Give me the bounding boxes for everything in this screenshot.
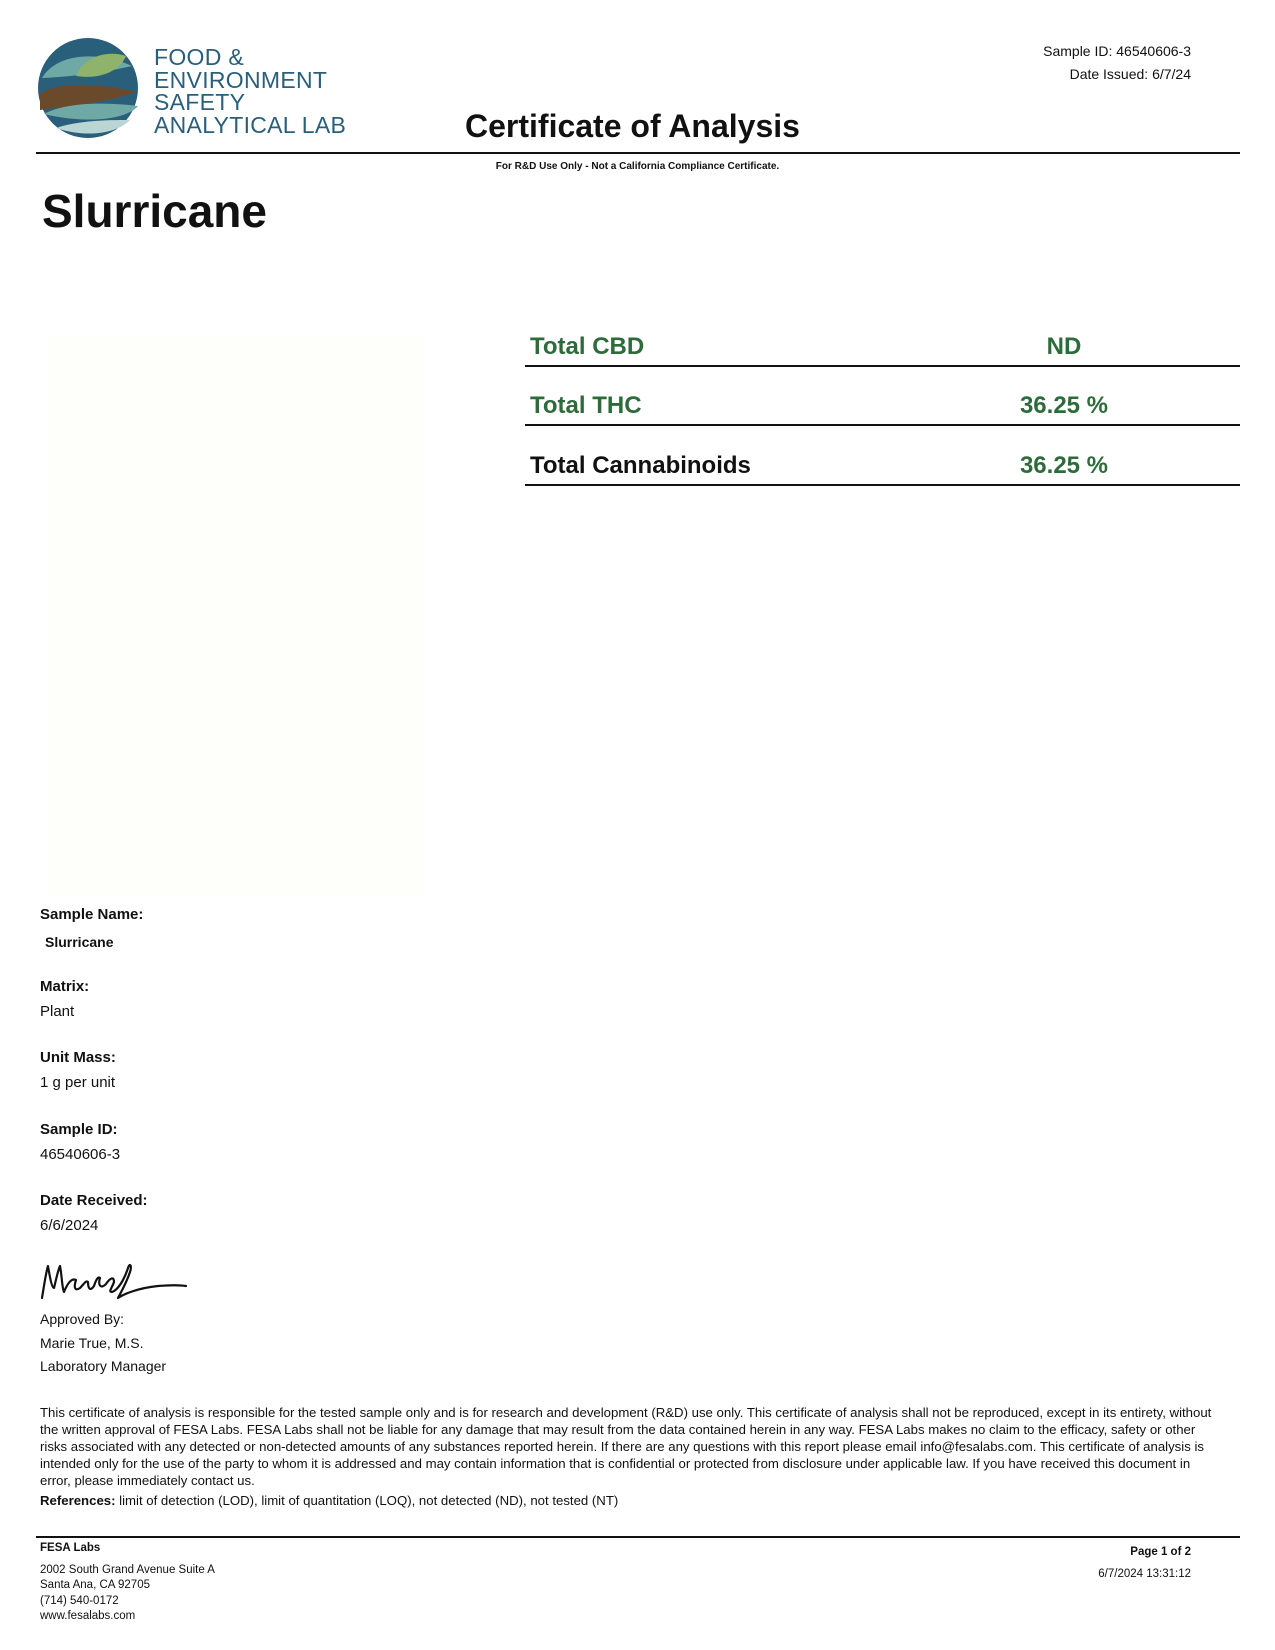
footer-divider [36, 1536, 1240, 1538]
sample-id-label: Sample ID: [40, 1121, 118, 1138]
matrix-label: Matrix: [40, 978, 90, 995]
total-cannabinoids-value: 36.25 % [1019, 452, 1109, 479]
total-thc-value: 36.25 % [1019, 392, 1109, 419]
logo-line: ENVIRONMENT [154, 66, 328, 93]
total-thc-row [525, 367, 1240, 426]
approver-name: Marie True, M.S. [40, 1335, 144, 1351]
sample-id-value: 46540606-3 [40, 1146, 121, 1163]
header-date-issued: Date Issued: 6/7/24 [1069, 66, 1191, 82]
total-cbd-row [525, 308, 1240, 367]
footer-page-number: Page 1 of 2 [1130, 1546, 1191, 1558]
approver-role: Laboratory Manager [40, 1358, 167, 1374]
sample-heading: Slurricane [42, 185, 267, 237]
sample-photo [48, 335, 424, 897]
references-label: References: [40, 1493, 116, 1508]
footer-company: FESA Labs [40, 1542, 101, 1554]
unit-mass-value: 1 g per unit [40, 1074, 116, 1091]
logo-line: ANALYTICAL LAB [154, 111, 347, 138]
footer-page-info [1098, 1541, 1191, 1585]
header-sample-id: Sample ID: 46540606-3 [1043, 43, 1191, 59]
references [40, 1493, 618, 1508]
certificate-note: For R&D Use Only - Not a California Compliance Certificate. [495, 161, 780, 172]
signature [38, 1258, 188, 1304]
footer-address-block [40, 1541, 215, 1625]
certificate-title: Certificate of Analysis [465, 108, 800, 144]
date-received-label: Date Received: [40, 1192, 148, 1209]
disclaimer-text: This certificate of analysis is responsible for the tested sample only and is for research and development (R&D) use only. This certificate of analysis shall not be reproduced, except in its entirety, without the written approval of FESA Labs. FESA Labs shall not be liable for any damage that may result from the data contained herein in any way. FESA Labs makes no claim to the efficacy, safety or other risks associated with any detected or non-detected amounts of any substances reported herein. If there are any questions with this report please email info@fesalabs.com. This certificate of analysis is intended only for the use of the party to whom it is addressed and may contain information that is confidential or protected from disclosure under applicable law. If you have received this document in error, please immediately contact us. [40, 1405, 1212, 1488]
header-meta [1043, 40, 1191, 86]
total-cbd-value: ND [1046, 333, 1082, 360]
unit-mass-label: Unit Mass: [40, 1049, 116, 1066]
sample-name-value: Slurricane [45, 934, 114, 950]
logo-emblem-icon [38, 38, 138, 138]
footer-address-line2: Santa Ana, CA 92705 [40, 1579, 150, 1591]
logo-line: FOOD & [154, 44, 244, 70]
footer-website[interactable]: www.fesalabs.com [40, 1610, 136, 1622]
footer-phone: (714) 540-0172 [40, 1594, 119, 1607]
total-thc-label: Total THC [530, 392, 642, 419]
footer-address-line1: 2002 South Grand Avenue Suite A [40, 1563, 215, 1576]
total-cannabinoids-row [525, 427, 1240, 486]
matrix-value: Plant [40, 1003, 75, 1020]
header-divider [36, 152, 1240, 154]
total-cbd-label: Total CBD [530, 333, 645, 360]
footer-timestamp: 6/7/2024 13:31:12 [1098, 1568, 1191, 1580]
references-text: limit of detection (LOD), limit of quantitation (LOQ), not detected (ND), not tested (NT) [115, 1493, 619, 1508]
logo-wordmark [154, 46, 346, 136]
total-cannabinoids-label: Total Cannabinoids [530, 452, 751, 479]
approved-by-label: Approved By: [40, 1311, 125, 1327]
date-received-value: 6/6/2024 [40, 1217, 99, 1234]
logo-line: SAFETY [154, 89, 246, 115]
sample-name-label: Sample Name: [40, 906, 144, 923]
